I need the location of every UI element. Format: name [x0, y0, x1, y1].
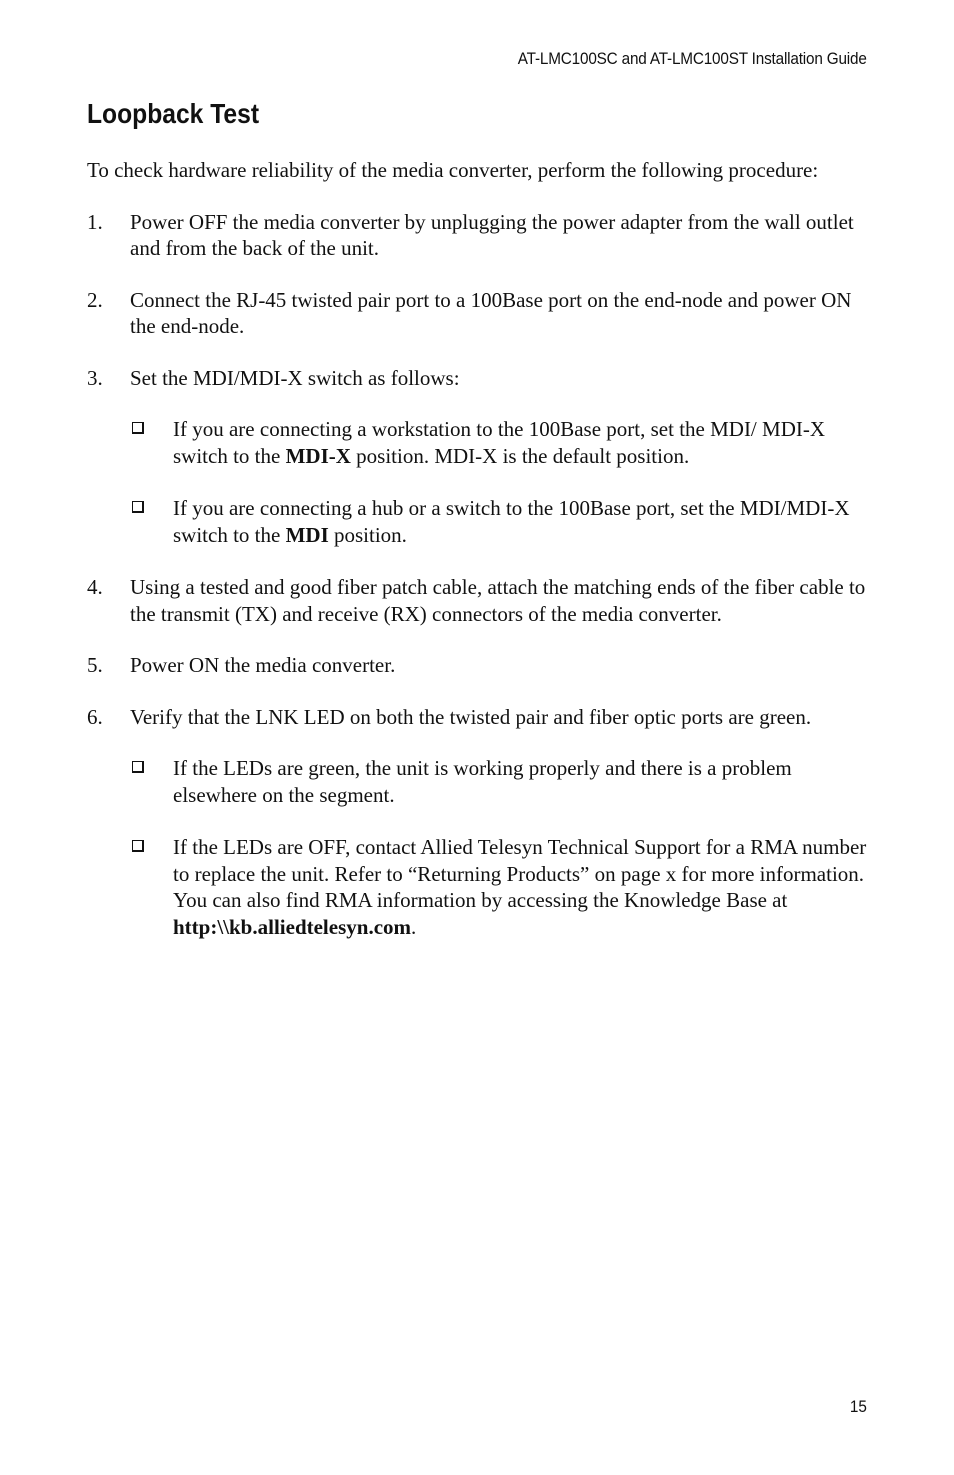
- step-2: [87, 287, 877, 340]
- document-body: [87, 157, 877, 966]
- step-6-option-2: [130, 834, 877, 940]
- step-text: Power ON the media converter.: [130, 653, 396, 677]
- checkbox-bullet-icon: [132, 761, 144, 773]
- option-emphasis: MDI: [285, 522, 329, 547]
- step-6-option-1: [130, 755, 877, 808]
- option-text-end: .: [411, 914, 417, 939]
- step-3-option-2: [130, 495, 877, 548]
- section-heading: Loopback Test: [87, 98, 260, 129]
- option-text-start: If you are connecting a hub or a switch to the 100Base port, set the MDI/MDI-X switch to the: [173, 496, 850, 547]
- step-1: [87, 209, 877, 262]
- option-text-start: If the LEDs are green, the unit is working properly and there is a problem elsewhere on the segment.: [173, 756, 792, 807]
- step-text: Using a tested and good fiber patch cable, attach the matching ends of the fiber cable to the transmit (TX) and receive (RX) connectors of the media converter.: [130, 575, 866, 626]
- checkbox-bullet-icon: [132, 422, 144, 434]
- step-text: Set the MDI/MDI-X switch as follows:: [130, 365, 460, 390]
- option-text-start: If the LEDs are OFF, contact Allied Telesyn Technical Support for a RMA number to replace the unit. Refer to “Returning Products” on page x for more information. You can also find RMA information by accessing the Knowledge Base at: [173, 835, 867, 912]
- step-text: Verify that the LNK LED on both the twisted pair and fiber optic ports are green.: [130, 704, 812, 729]
- option-text: [173, 755, 877, 808]
- step-text: Connect the RJ-45 twisted pair port to a 100Base port on the end-node and power ON the end-node.: [130, 287, 852, 338]
- step-3: [87, 365, 877, 392]
- step-number: 2.: [87, 287, 103, 312]
- option-text: [173, 416, 877, 469]
- step-4: [87, 574, 877, 627]
- option-text-start: If you are connecting a workstation to the 100Base port, set the MDI/ MDI-X switch to the: [173, 417, 826, 468]
- step-6: [87, 704, 877, 731]
- step-3-option-1: [130, 416, 877, 469]
- step-number: 3.: [87, 365, 103, 390]
- option-text: [173, 495, 877, 548]
- step-number: 5.: [87, 653, 103, 677]
- step-number: 6.: [87, 704, 103, 729]
- step-5: [87, 652, 877, 679]
- option-text-end: position. MDI-X is the default position.: [350, 443, 690, 468]
- option-emphasis: MDI-X: [285, 443, 351, 468]
- intro-paragraph: To check hardware reliability of the media converter, perform the following procedure:: [87, 158, 819, 182]
- step-text: Power OFF the media converter by unplugging the power adapter from the wall outlet and from the back of the unit.: [130, 209, 854, 260]
- checkbox-bullet-icon: [132, 840, 144, 852]
- knowledge-base-url: http:\\kb.alliedtelesyn.com: [173, 914, 412, 939]
- option-text-end: position.: [328, 522, 407, 547]
- running-header: AT-LMC100SC and AT-LMC100ST Installation Guide: [518, 49, 867, 68]
- step-number: 4.: [87, 575, 103, 599]
- checkbox-bullet-icon: [132, 501, 144, 513]
- step-number: 1.: [87, 209, 103, 234]
- page-number: 15: [849, 1397, 867, 1416]
- option-text: [173, 834, 877, 940]
